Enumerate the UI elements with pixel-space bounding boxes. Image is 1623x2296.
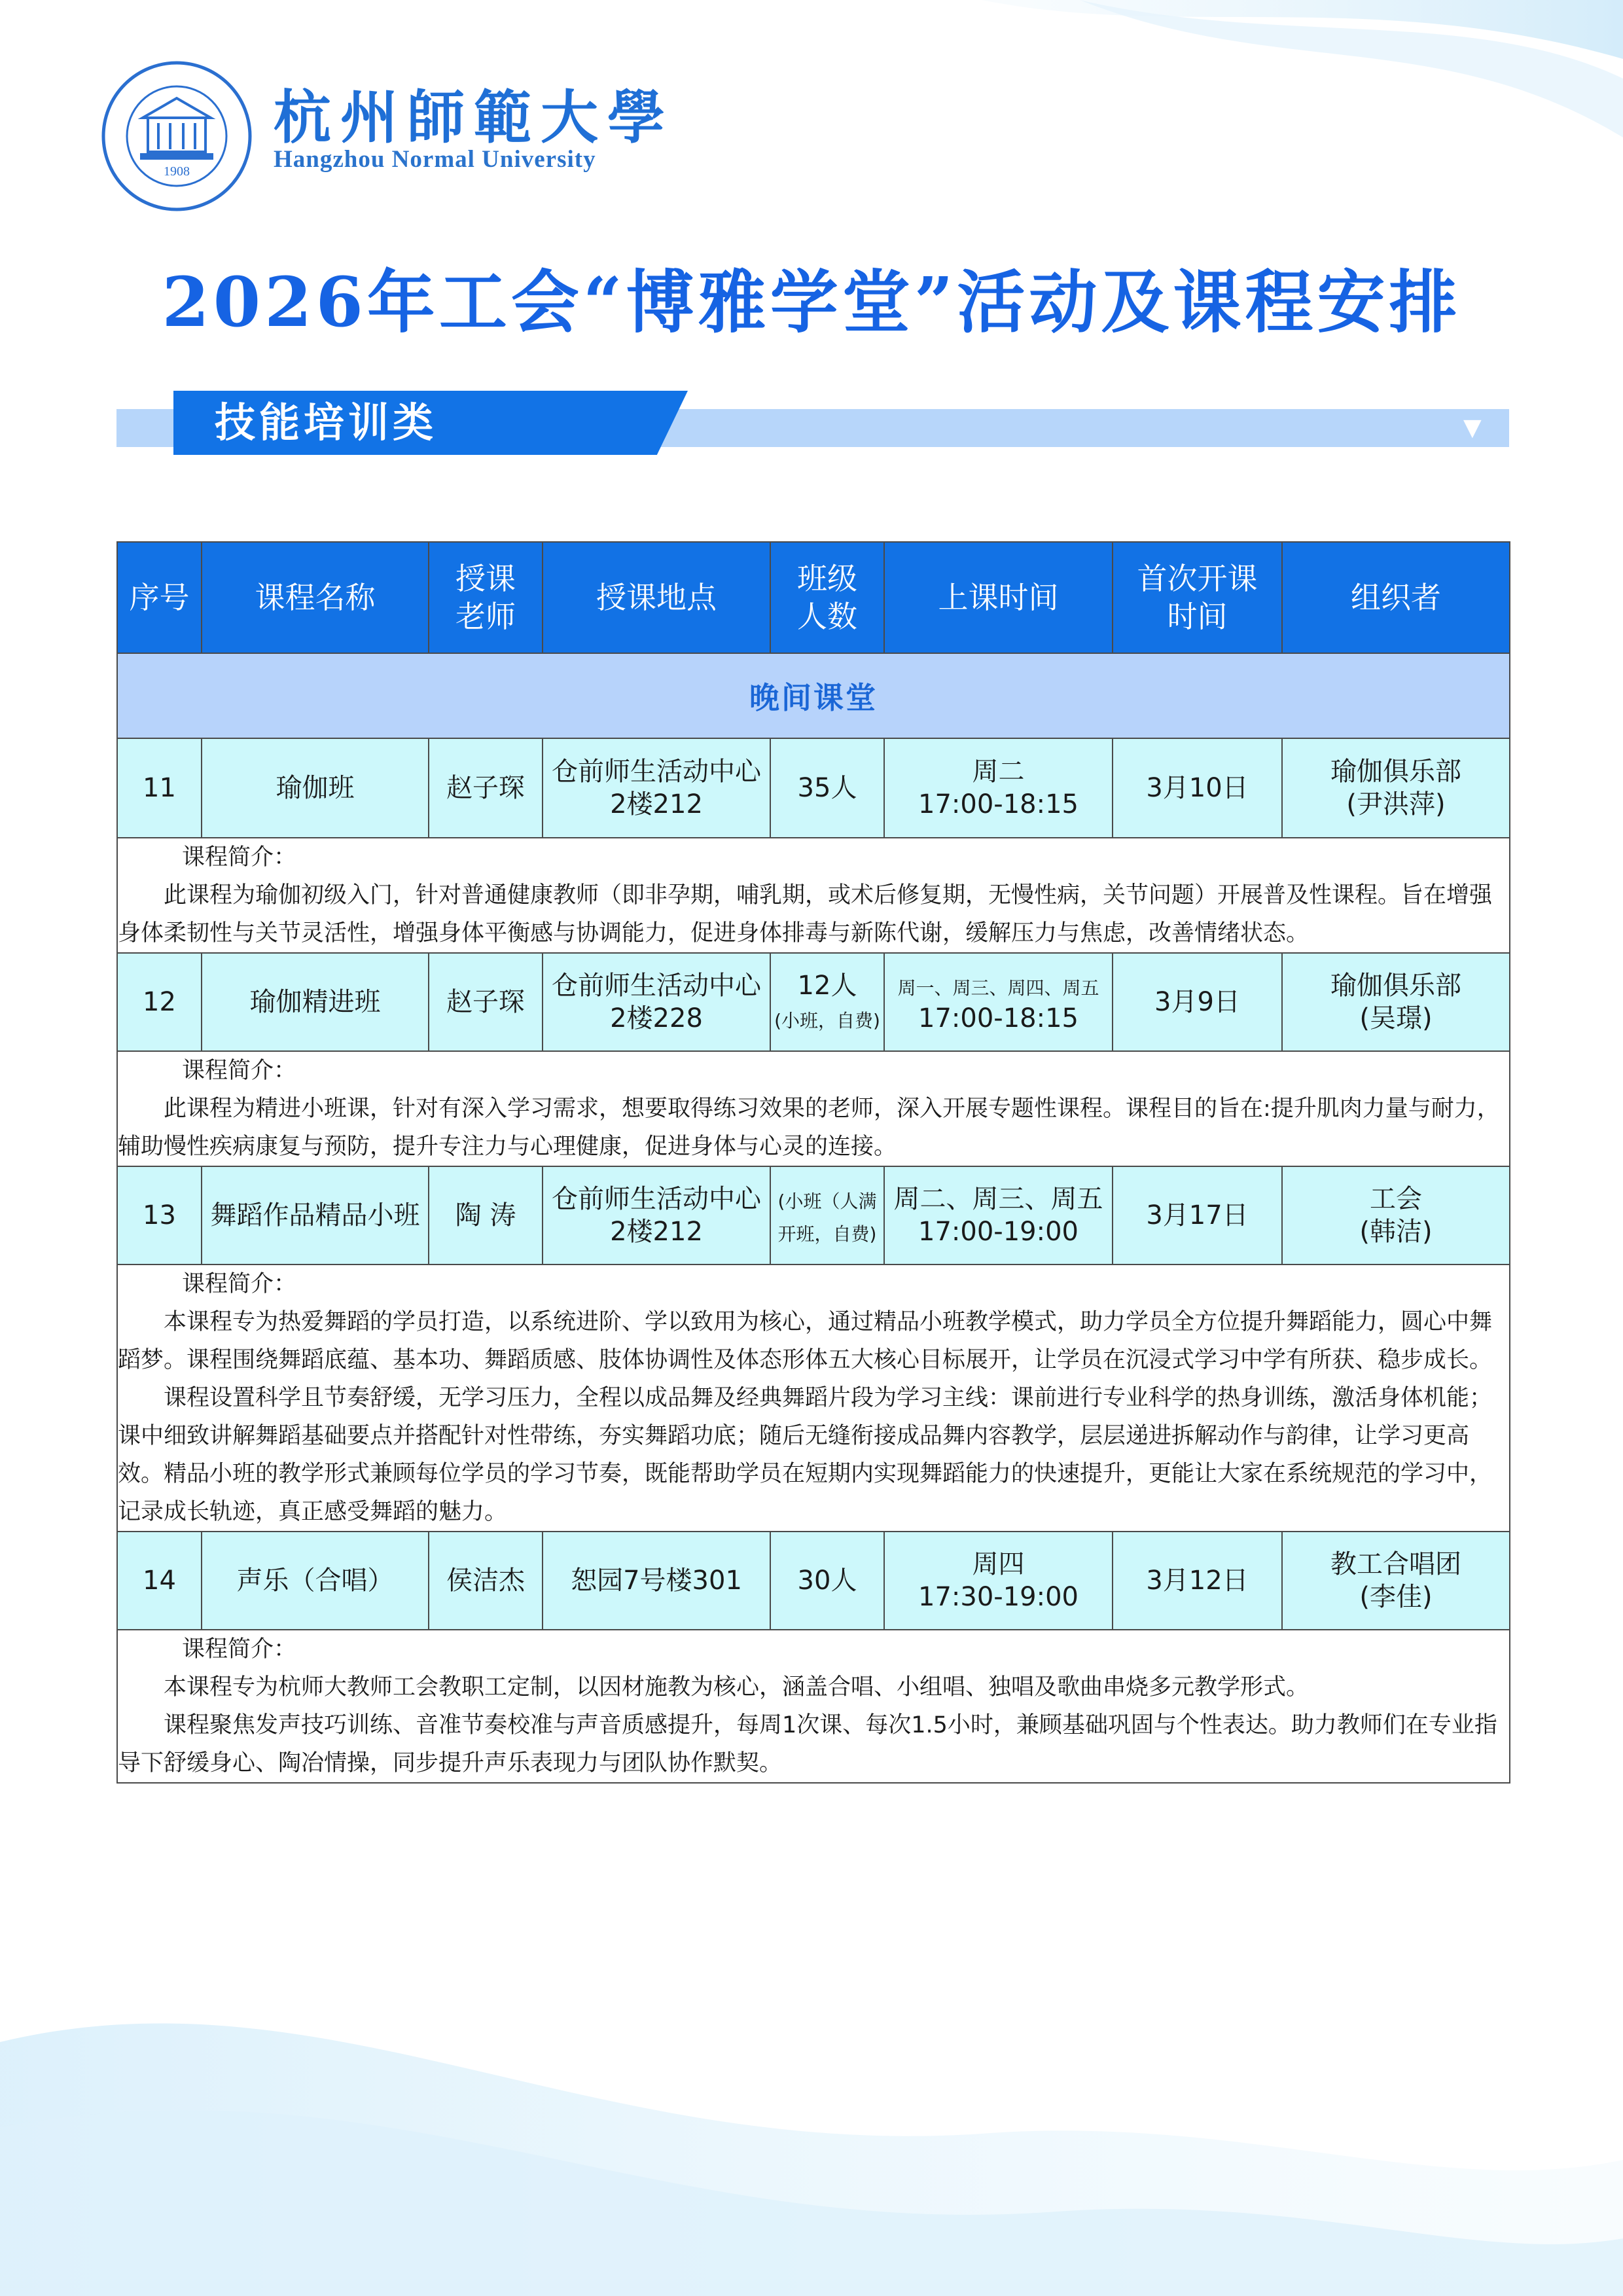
course-org: 教工合唱团 (李佳): [1282, 1532, 1510, 1630]
course-time: 周二、周三、周五 17:00-19:00: [884, 1166, 1113, 1265]
course-desc: [117, 838, 1510, 953]
course-teacher: 陶 涛: [429, 1166, 543, 1265]
course-teacher: 赵子琛: [429, 953, 543, 1051]
course-place: 恕园7号楼301: [543, 1532, 770, 1630]
col-header-place: 授课地点: [543, 542, 770, 653]
course-first: 3月9日: [1113, 953, 1282, 1051]
university-name-en: Hangzhou Normal University: [274, 146, 596, 173]
table-row: [117, 953, 1510, 1051]
desc-label: 课程简介：: [182, 1271, 297, 1297]
course-no: 12: [117, 953, 202, 1051]
university-name-cn: 杭州師範大學: [274, 83, 675, 151]
course-name: 舞蹈作品精品小班: [202, 1166, 429, 1265]
course-place: 仓前师生活动中心 2楼212: [543, 738, 770, 838]
desc-paragraph: 本课程专为热爱舞蹈的学员打造，以系统进阶、学以致用为核心，通过精品小班教学模式，助力学员全方位提升舞蹈能力，圆心中舞蹈梦。课程围绕舞蹈底蕴、基本功、舞蹈质感、肢体协调性及体态形体五大核心目标展开，让学员在沉浸式学习中学有所获、稳步成长。: [118, 1309, 1493, 1373]
desc-paragraph: 本课程专为杭师大教师工会教职工定制，以因材施教为核心，涵盖合唱、小组唱、独唱及歌曲串烧多元教学形式。: [164, 1674, 1310, 1700]
table-header-row: [117, 542, 1510, 653]
desc-paragraph: 此课程为瑜伽初级入门，针对普通健康教师（即非孕期，哺乳期，或术后修复期，无慢性病，关节问题）开展普及性课程。旨在增强身体柔韧性与关节灵活性，增强身体平衡感与协调能力，促进身体排毒与新陈代谢，缓解压力与焦虑，改善情绪状态。: [118, 882, 1493, 946]
desc-label: 课程简介：: [182, 1636, 297, 1662]
course-name: 声乐（合唱）: [202, 1532, 429, 1630]
course-name: 瑜伽精进班: [202, 953, 429, 1051]
course-time: 周二 17:00-18:15: [884, 738, 1113, 838]
section-title: 技能培训类: [215, 399, 438, 446]
col-header-size: 班级 人数: [770, 542, 884, 653]
col-header-no: 序号: [117, 542, 202, 653]
course-first: 3月10日: [1113, 738, 1282, 838]
course-first: 3月17日: [1113, 1166, 1282, 1265]
course-desc-row: [117, 1630, 1510, 1783]
course-desc-row: [117, 1051, 1510, 1166]
university-seal: [98, 58, 255, 215]
course-org: 瑜伽俱乐部 (吴璟): [1282, 953, 1510, 1051]
course-org: 工会 (韩洁): [1282, 1166, 1510, 1265]
table-row: [117, 738, 1510, 838]
course-desc: [117, 1630, 1510, 1783]
course-desc-row: [117, 838, 1510, 953]
table-row: [117, 1532, 1510, 1630]
course-size: (小班（人满 开班，自费): [770, 1166, 884, 1265]
page-title: 2026年工会“博雅学堂”活动及课程安排: [162, 262, 1461, 342]
course-place: 仓前师生活动中心 2楼212: [543, 1166, 770, 1265]
course-size: 35人: [770, 738, 884, 838]
course-no: 14: [117, 1532, 202, 1630]
course-name: 瑜伽班: [202, 738, 429, 838]
col-header-teacher: 授课 老师: [429, 542, 543, 653]
seal-year: 1908: [164, 164, 190, 179]
course-desc: [117, 1265, 1510, 1532]
course-size: 30人: [770, 1532, 884, 1630]
table-row: [117, 1166, 1510, 1265]
course-first: 3月12日: [1113, 1532, 1282, 1630]
col-header-time: 上课时间: [884, 542, 1113, 653]
col-header-org: 组织者: [1282, 542, 1510, 653]
course-no: 13: [117, 1166, 202, 1265]
desc-paragraph: 此课程为精进小班课，针对有深入学习需求，想要取得练习效果的老师，深入开展专题性课程。课程目的旨在:提升肌肉力量与耐力，辅助慢性疾病康复与预防，提升专注力与心理健康，促进身体与心灵的连接。: [118, 1096, 1500, 1160]
course-desc: [117, 1051, 1510, 1166]
col-header-first: 首次开课 时间: [1113, 542, 1282, 653]
desc-label: 课程简介：: [182, 1058, 297, 1084]
course-teacher: 侯洁杰: [429, 1532, 543, 1630]
course-place: 仓前师生活动中心 2楼228: [543, 953, 770, 1051]
course-desc-row: [117, 1265, 1510, 1532]
desc-paragraph: 课程聚焦发声技巧训练、音准节奏校准与声音质感提升，每周1次课、每次1.5小时，兼顾基础巩固与个性表达。助力教师们在专业指导下舒缓身心、陶冶情操，同步提升声乐表现力与团队协作默契。: [118, 1712, 1497, 1776]
band-label: 晚间课堂: [117, 653, 1510, 738]
course-no: 11: [117, 738, 202, 838]
course-teacher: 赵子琛: [429, 738, 543, 838]
desc-label: 课程简介：: [182, 844, 297, 870]
band-row: [117, 653, 1510, 738]
course-size: 12人 (小班，自费): [770, 953, 884, 1051]
course-time: 周一、周三、周四、周五 17:00-18:15: [884, 953, 1113, 1051]
triangle-down-icon: ▼: [1463, 414, 1482, 441]
course-org: 瑜伽俱乐部 (尹洪萍): [1282, 738, 1510, 838]
col-header-name: 课程名称: [202, 542, 429, 653]
desc-paragraph: 课程设置科学且节奏舒缓，无学习压力，全程以成品舞及经典舞蹈片段为学习主线：课前进行专业科学的热身训练，激活身体机能；课中细致讲解舞蹈基础要点并搭配针对性带练，夯实舞蹈功底；随后无缝衔接成品舞内容教学，层层递进拆解动作与韵律，让学习更高效。精品小班的教学形式兼顾每位学员的学习节奏，既能帮助学员在短期内实现舞蹈能力的快速提升，更能让大家在系统规范的学习中，记录成长轨迹，真正感受舞蹈的魅力。: [118, 1385, 1493, 1525]
course-time: 周四 17:30-19:00: [884, 1532, 1113, 1630]
course-table: [116, 541, 1510, 1784]
